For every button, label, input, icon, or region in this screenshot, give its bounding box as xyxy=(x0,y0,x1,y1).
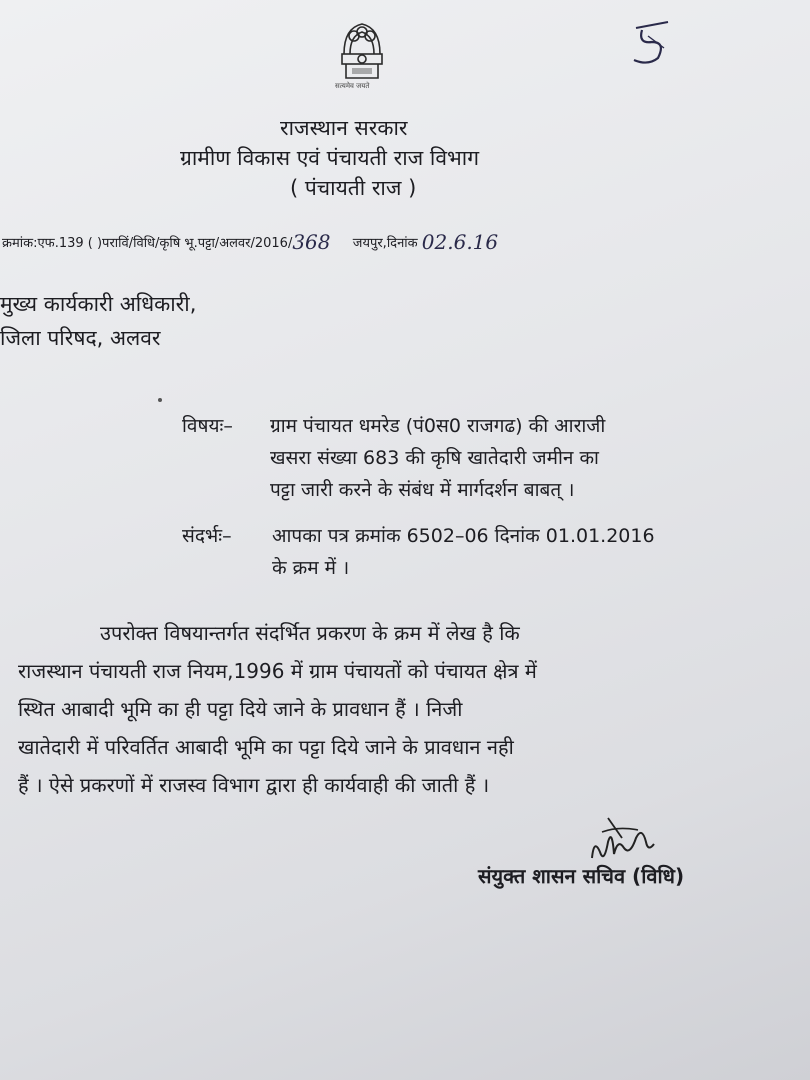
reference-letter-line: के क्रम में । xyxy=(272,557,350,579)
reference-number: क्रमांक:एफ.139 ( )पराविं/विधि/कृषि भू.पट्टा/अलवर/2016/ xyxy=(2,236,293,251)
reference-number-handwritten: 368 xyxy=(292,230,331,254)
body-paragraph xyxy=(18,614,748,804)
margin-dot xyxy=(158,398,162,402)
date-handwritten: 02.6.16 xyxy=(421,230,499,254)
body-line: उपरोक्त विषयान्तर्गत संदर्भित प्रकरण के क्रम में लेख है कि xyxy=(100,621,520,645)
reference-line xyxy=(2,228,498,252)
section-name: ( पंचायती राज ) xyxy=(290,176,417,200)
subject-line: ग्राम पंचायत धमरेड (पं0स0 राजगढ) की आराजी xyxy=(270,415,606,437)
reference-letter-line: आपका पत्र क्रमांक 6502–06 दिनांक 01.01.2016 xyxy=(272,525,655,547)
place-date-label: जयपुर,दिनांक xyxy=(352,236,418,251)
signatory-designation: संयुक्त शासन सचिव (विधि) xyxy=(478,864,685,888)
emblem-motto: सत्यमेव जयते xyxy=(335,82,370,90)
body-line: स्थित आबादी भूमि का ही पट्टा दिये जाने के प्रावधान हैं । निजी xyxy=(18,697,463,721)
body-line: हैं । ऐसे प्रकरणों में राजस्व विभाग द्वारा ही कार्यवाही की जाती हैं । xyxy=(18,773,490,797)
department-name: ग्रामीण विकास एवं पंचायती राज विभाग xyxy=(180,146,480,170)
handwritten-page-mark xyxy=(628,18,678,68)
addressee-line-1: मुख्य कार्यकारी अधिकारी, xyxy=(0,292,197,316)
addressee-line-2: जिला परिषद, अलवर xyxy=(0,326,161,350)
body-line: खातेदारी में परिवर्तित आबादी भूमि का पट्टा दिये जाने के प्रावधान नही xyxy=(18,735,514,759)
body-line: राजस्थान पंचायती राज नियम,1996 में ग्राम पंचायतों को पंचायत क्षेत्र में xyxy=(18,659,537,683)
subject-label: विषयः– xyxy=(182,415,233,437)
subject-line: खसरा संख्या 683 की कृषि खातेदारी जमीन का xyxy=(270,447,599,469)
signature xyxy=(588,808,658,868)
subject-line: पट्टा जारी करने के संबंध में मार्गदर्शन बाबत् । xyxy=(270,479,575,501)
reference-letter-label: संदर्भः– xyxy=(182,525,232,547)
government-name: राजस्थान सरकार xyxy=(280,116,408,140)
